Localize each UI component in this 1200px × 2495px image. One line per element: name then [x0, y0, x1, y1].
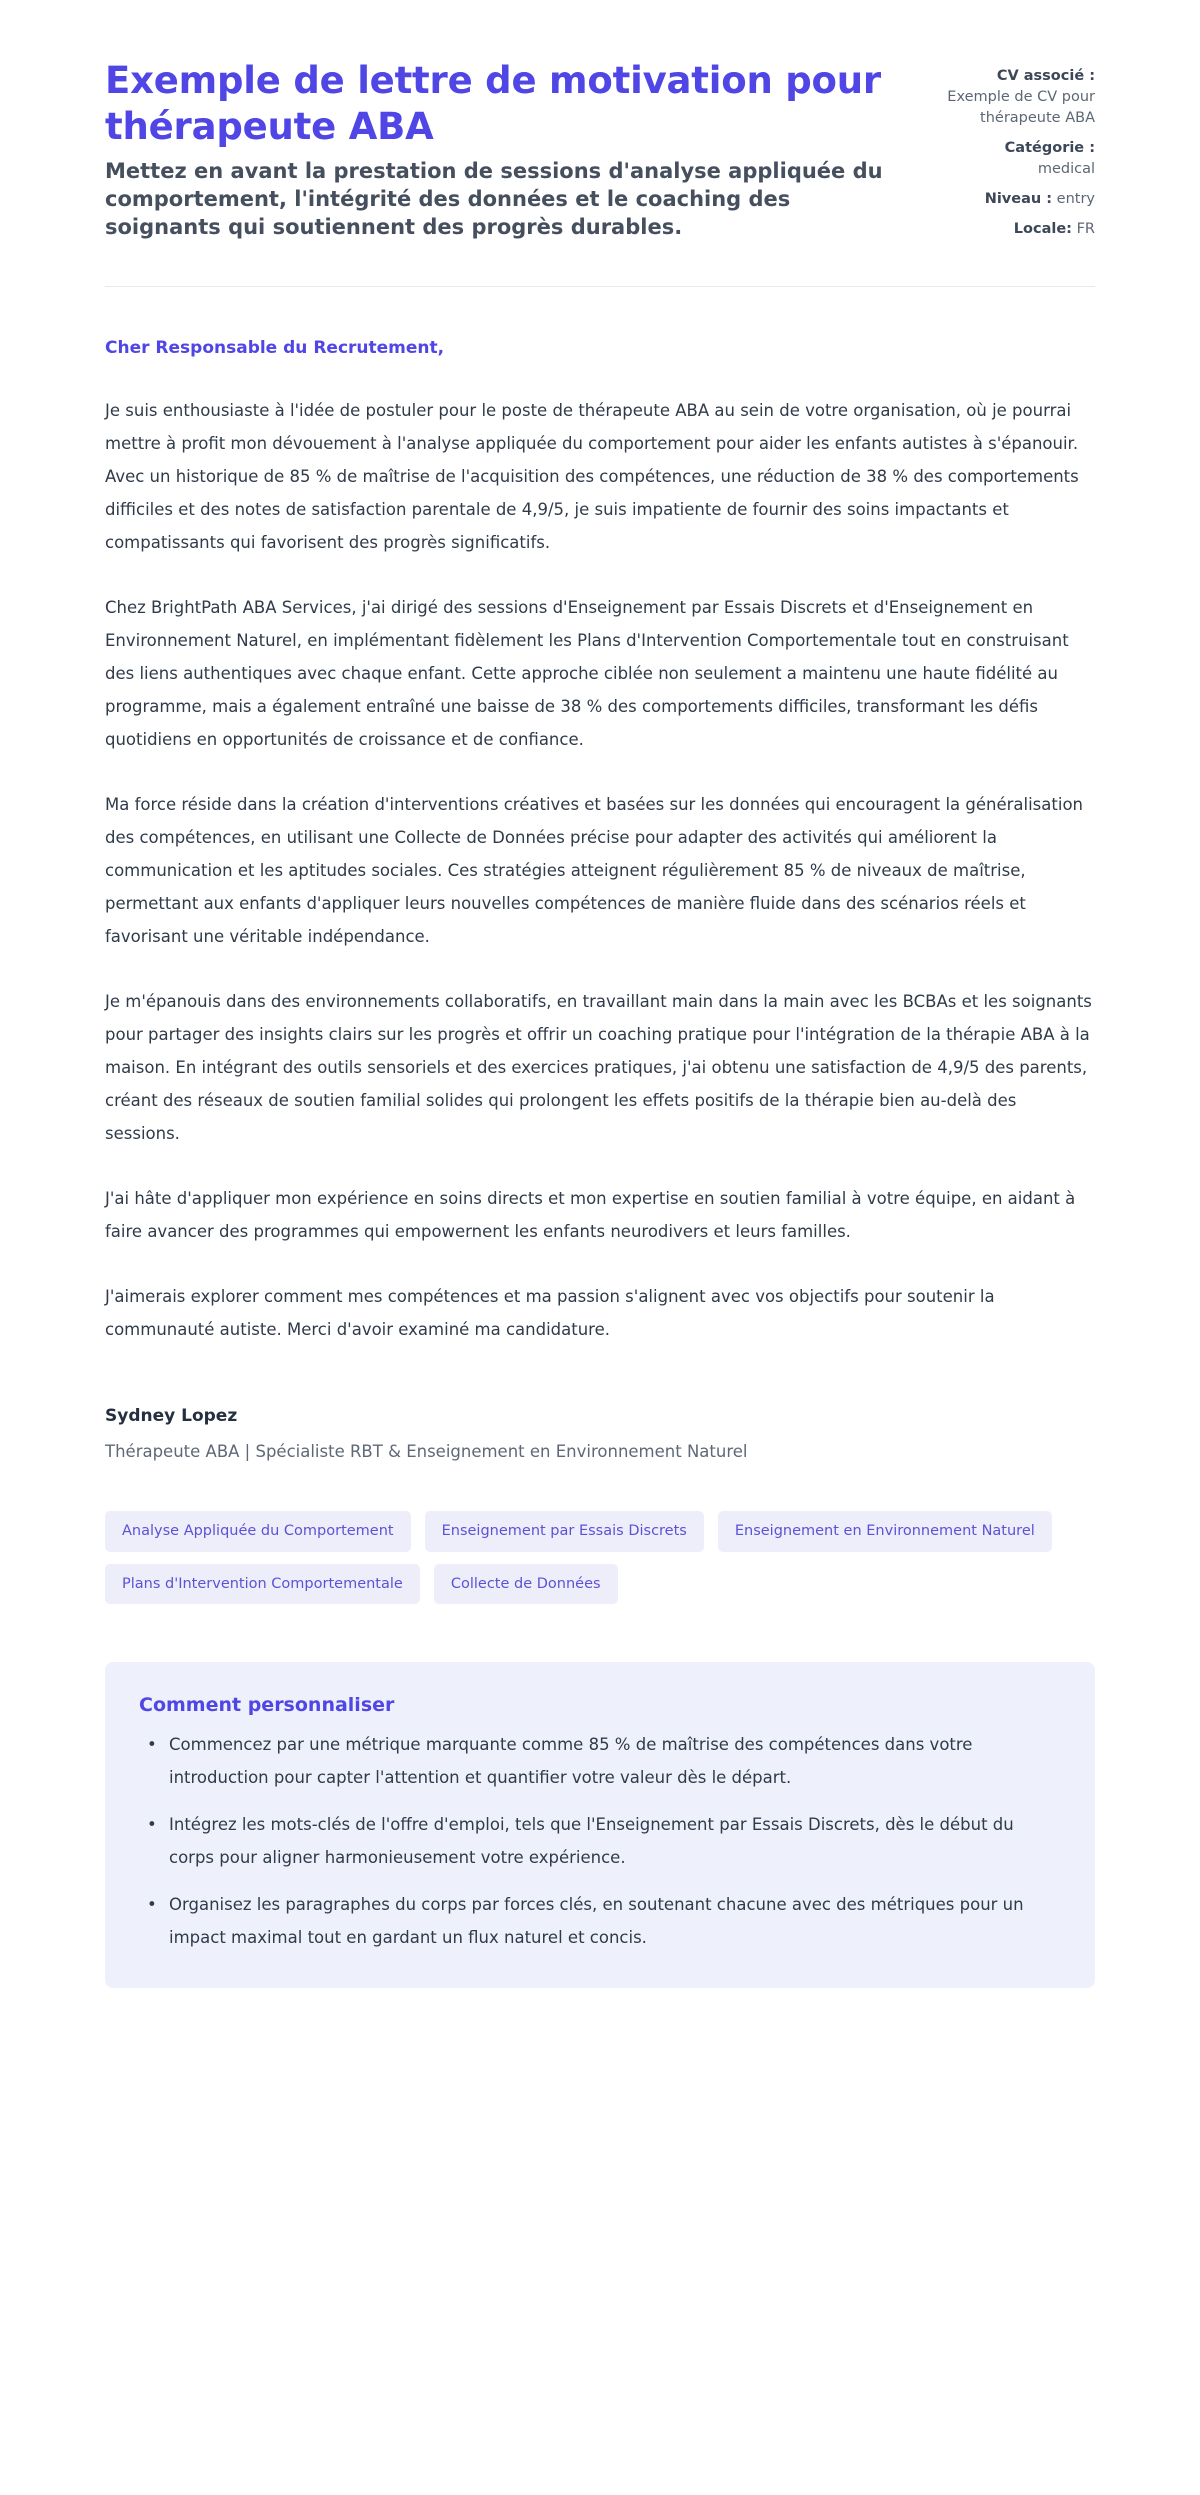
meta-associated-cv-label: CV associé : — [996, 68, 1095, 84]
bullet-icon: • — [147, 1815, 157, 1835]
skill-tag[interactable]: Analyse Appliquée du Comportement — [105, 1511, 411, 1552]
meta-locale — [915, 219, 1095, 240]
customization-tips-callout — [105, 1662, 1095, 1988]
bullet-icon: • — [147, 1735, 157, 1755]
list-item — [147, 1888, 1061, 1954]
signature-name: Sydney Lopez — [105, 1406, 238, 1427]
document-metadata — [915, 58, 1095, 240]
skill-tag-list — [105, 1511, 1095, 1604]
list-item — [147, 1728, 1061, 1794]
list-item-text: Intégrez les mots-clés de l'offre d'emploi, tels que l'Enseignement par Essais Discrets, dès le début du corps pour aligner harmonieusement votre expérience. — [169, 1815, 1014, 1868]
meta-level-label: Niveau : — [984, 191, 1053, 208]
letter-paragraph: Ma force réside dans la création d'interventions créatives et basées sur les données qui encouragent la généralisation des compétences, en utilisant une Collecte de Données précise pour adapter des activités qui améliorent la communication et les aptitudes sociales. Ces stratégies atteignent régulièrement 85 % de niveaux de maîtrise, permettant aux enfants d'appliquer leurs nouvelles compétences de manière fluide dans des scénarios réels et favorisant une véritable indépendance. — [105, 795, 1083, 947]
signature-role: Thérapeute ABA | Spécialiste RBT & Enseignement en Environnement Naturel — [105, 1442, 748, 1462]
letter-paragraph: J'ai hâte d'appliquer mon expérience en soins directs et mon expertise en soutien familial à votre équipe, en aidant à faire avancer des programmes qui empowernent les enfants neurodivers et leurs familles. — [105, 1189, 1076, 1242]
letter-signature — [105, 1406, 1095, 1461]
skill-tag[interactable]: Plans d'Intervention Comportementale — [105, 1564, 420, 1605]
bullet-icon: • — [147, 1895, 157, 1915]
letter-paragraph: Je m'épanouis dans des environnements collaboratifs, en travaillant main dans la main avec les BCBAs et les soignants pour partager des insights clairs sur les progrès et offrir un coaching pratique pour l'intégration de la thérapie ABA à la maison. En intégrant des outils sensoriels et des exercices pratiques, j'ai obtenu une satisfaction de 4,9/5 des parents, créant des réseaux de soutien familial solides qui prolongent les effets positifs de la thérapie bien au-delà des sessions. — [105, 992, 1092, 1144]
page-title: Exemple de lettre de motivation pour thérapeute ABA — [105, 59, 881, 148]
meta-associated-cv-value: Exemple de CV pour thérapeute ABA — [947, 89, 1095, 127]
letter-paragraph: Je suis enthousiaste à l'idée de postuler pour le poste de thérapeute ABA au sein de votre organisation, où je pourrai mettre à profit mon dévouement à l'analyse appliquée du comportement pour aider les enfants autistes à s'épanouir. Avec un historique de 85 % de maîtrise de l'acquisition des compétences, une réduction de 38 % des comportements difficiles et des notes de satisfaction parentale de 4,9/5, je suis impatiente de fournir des soins impactants et compatissants qui favorisent des progrès significatifs. — [105, 401, 1079, 553]
meta-locale-label: Locale: — [1013, 221, 1072, 238]
page-subtitle: Mettez en avant la prestation de sessions d'analyse appliquée du comportement, l'intégrité des données et le coaching des soignants qui soutiennent des progrès durables. — [105, 158, 883, 239]
list-item-text: Commencez par une métrique marquante comme 85 % de maîtrise des compétences dans votre introduction pour capter l'attention et quantifier votre valeur dès le départ. — [169, 1735, 973, 1788]
meta-associated-cv — [915, 66, 1095, 129]
callout-tip-list — [139, 1728, 1061, 1954]
cover-letter-body — [105, 287, 1095, 1462]
letter-salutation: Cher Responsable du Recrutement, — [105, 337, 445, 358]
meta-category-value: medical — [1037, 161, 1095, 178]
meta-locale-value: FR — [1076, 221, 1095, 238]
skill-tag[interactable]: Enseignement par Essais Discrets — [425, 1511, 704, 1552]
letter-paragraph: Chez BrightPath ABA Services, j'ai dirigé des sessions d'Enseignement par Essais Discrets et d'Enseignement en Environnement Naturel, en implémentant fidèlement les Plans d'Intervention Comportementale tout en construisant des liens authentiques avec chaque enfant. Cette approche ciblée non seulement a maintenu une haute fidélité au programme, mais a également entraîné une baisse de 38 % des comportements difficiles, transformant les défis quotidiens en opportunités de croissance et de confiance. — [105, 598, 1069, 750]
list-item — [147, 1808, 1061, 1874]
letter-paragraph: J'aimerais explorer comment mes compétences et ma passion s'alignent avec vos objectifs pour soutenir la communauté autiste. Merci d'avoir examiné ma candidature. — [105, 1287, 995, 1340]
header-text-block — [105, 58, 887, 242]
list-item-text: Organisez les paragraphes du corps par forces clés, en soutenant chacune avec des métriques pour un impact maximal tout en gardant un flux naturel et concis. — [169, 1895, 1024, 1948]
meta-level — [915, 189, 1095, 210]
meta-level-value: entry — [1056, 191, 1095, 208]
skill-tag[interactable]: Enseignement en Environnement Naturel — [718, 1511, 1052, 1552]
meta-category — [915, 138, 1095, 180]
skill-tag[interactable]: Collecte de Données — [434, 1564, 618, 1605]
callout-title: Comment personnaliser — [139, 1694, 395, 1717]
page-header — [105, 0, 1095, 242]
meta-category-label: Catégorie : — [1004, 140, 1095, 157]
